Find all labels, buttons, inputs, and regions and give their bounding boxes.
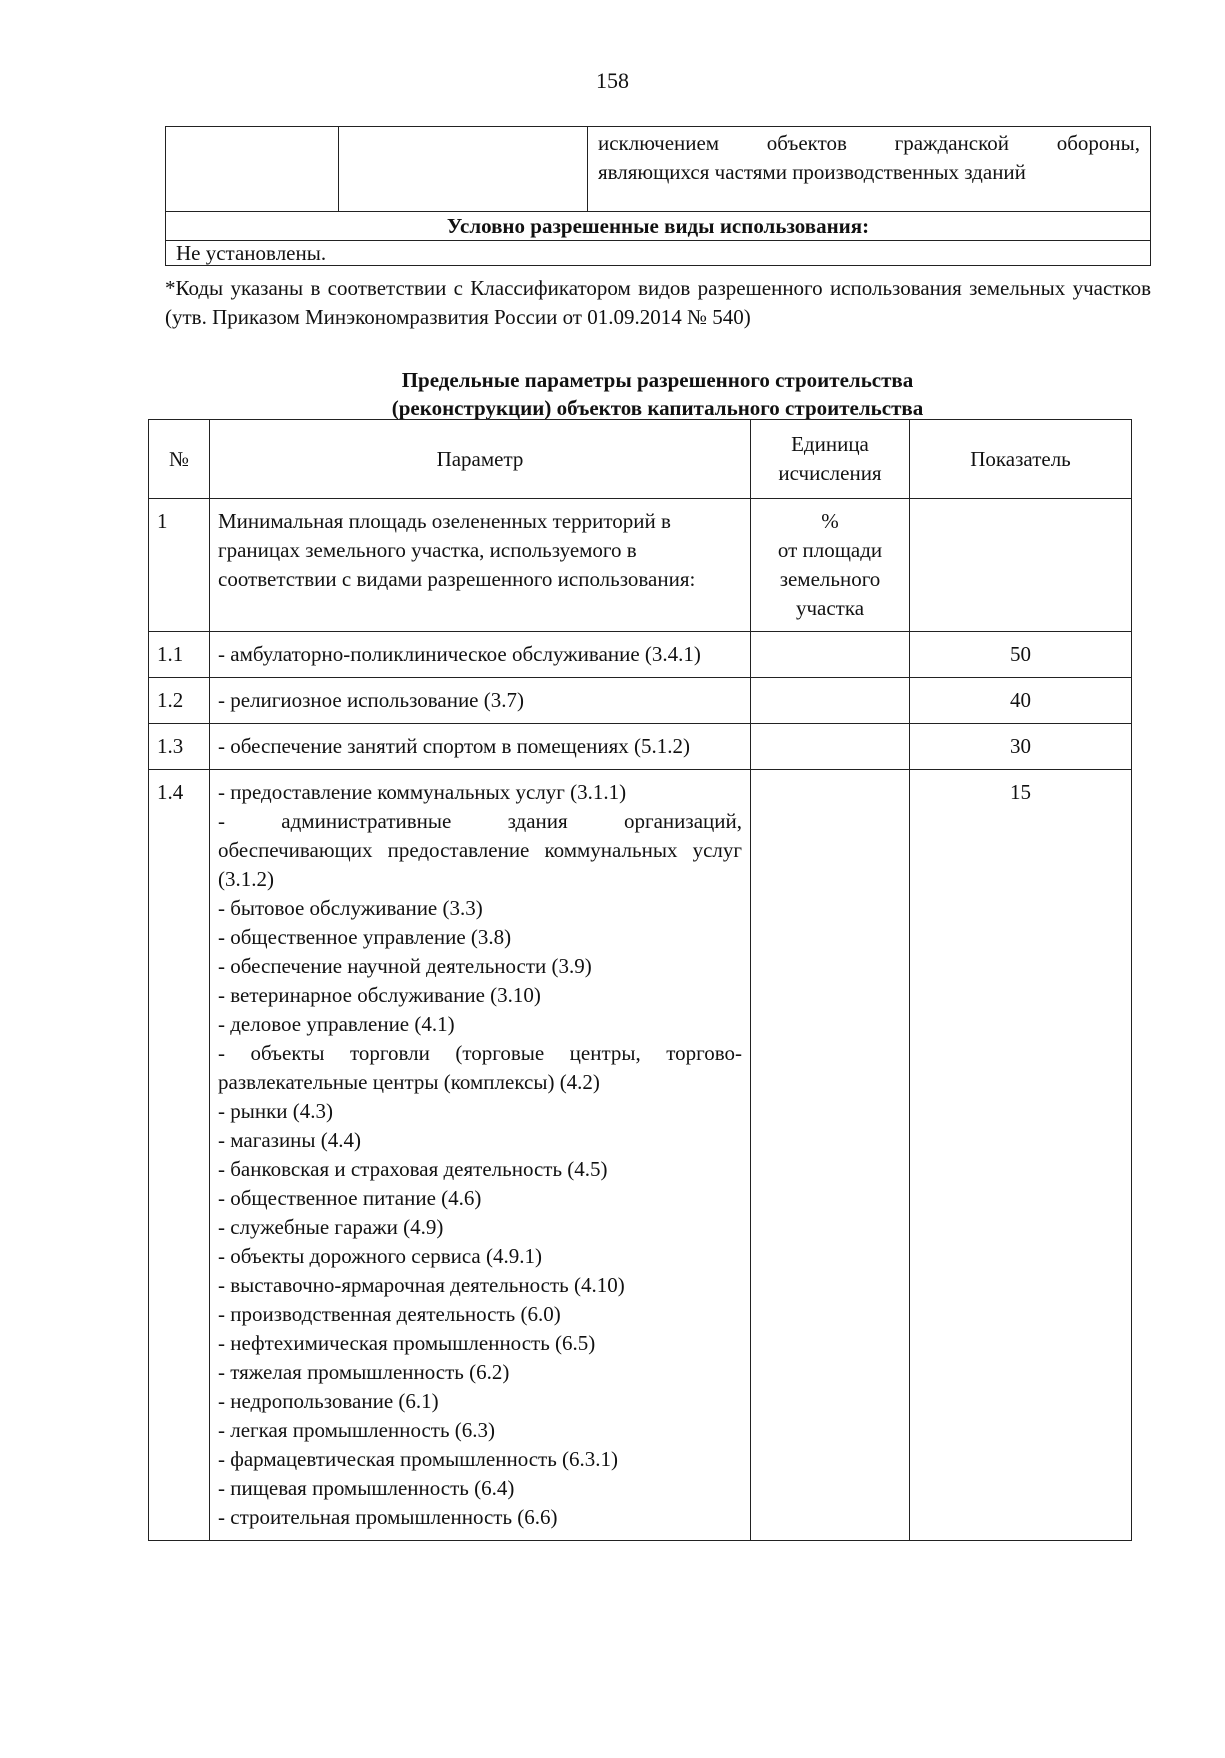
list-item: - фармацевтическая промышленность (6.3.1) [218, 1447, 619, 1471]
list-item: - выставочно-ярмарочная деятельность (4.10) [218, 1273, 625, 1297]
permitted-uses-table-continuation [165, 126, 1151, 266]
row-param: - амбулаторно-поликлиническое обслуживание (3.4.1) [210, 632, 751, 678]
row-unit [751, 499, 910, 632]
row-num: 1.3 [149, 724, 210, 770]
row-unit [751, 724, 910, 770]
continuation-text-cell [588, 127, 1151, 212]
row-unit [751, 770, 910, 1541]
table-row [166, 241, 1151, 266]
list-item: - бытовое обслуживание (3.3) [218, 896, 483, 920]
list-item: - административные здания организаций, обеспечивающих предоставление коммунальных услуг (3.1.2) [218, 809, 742, 891]
continuation-line: являющихся частями производственных зданий [598, 160, 1026, 184]
continuation-line: исключением объектов гражданской обороны, [598, 131, 1140, 155]
row-unit [751, 632, 910, 678]
row-num: 1 [149, 499, 210, 632]
row-param: - обеспечение занятий спортом в помещениях (5.1.2) [210, 724, 751, 770]
row-value: 15 [910, 770, 1132, 1541]
list-item: - ветеринарное обслуживание (3.10) [218, 983, 541, 1007]
header-value: Показатель [910, 420, 1132, 499]
table-row [149, 724, 1132, 770]
table-row [166, 127, 1151, 212]
list-item: - общественное управление (3.8) [218, 925, 512, 949]
list-item: - тяжелая промышленность (6.2) [218, 1360, 510, 1384]
row-value [910, 499, 1132, 632]
header-num: № [149, 420, 210, 499]
row-unit [751, 678, 910, 724]
table-header-row [149, 420, 1132, 499]
row-num: 1.1 [149, 632, 210, 678]
row-num: 1.4 [149, 770, 210, 1541]
list-item: - обеспечение научной деятельности (3.9) [218, 954, 592, 978]
row-param-list [210, 770, 751, 1541]
row-value: 30 [910, 724, 1132, 770]
empty-cell [339, 127, 588, 212]
row-value: 50 [910, 632, 1132, 678]
list-item: - служебные гаражи (4.9) [218, 1215, 444, 1239]
row-param: - религиозное использование (3.7) [210, 678, 751, 724]
list-item: - нефтехимическая промышленность (6.5) [218, 1331, 596, 1355]
row-param: Минимальная площадь озелененных территорий в границах земельного участка, используемого в соответствии с видами разрешенного использования: [210, 499, 751, 632]
list-item: - общественное питание (4.6) [218, 1186, 482, 1210]
conditional-uses-value: Не установлены. [166, 241, 1151, 266]
header-unit [751, 420, 910, 499]
conditional-uses-header: Условно разрешенные виды использования: [166, 212, 1151, 241]
footnote: *Коды указаны в соответствии с Классификатором видов разрешенного использования земельных участков (утв. Приказом Минэкономразвития России от 01.09.2014 № 540) [165, 276, 1151, 329]
list-item: - банковская и страховая деятельность (4.5) [218, 1157, 608, 1181]
list-item: - рынки (4.3) [218, 1099, 334, 1123]
list-item: - объекты торговли (торговые центры, торгово-развлекательные центры (комплексы) (4.2) [218, 1041, 742, 1094]
row-unit-line: от площади [777, 538, 883, 562]
table-row [166, 212, 1151, 241]
table-row [149, 499, 1132, 632]
section-title-line: (реконструкции) объектов капитального строительства [391, 396, 924, 420]
section-title-line: Предельные параметры разрешенного строительства [401, 368, 914, 392]
list-item: - строительная промышленность (6.6) [218, 1505, 558, 1529]
row-num: 1.2 [149, 678, 210, 724]
table-row [149, 770, 1132, 1541]
header-param: Параметр [210, 420, 751, 499]
list-item: - предоставление коммунальных услуг (3.1.1) [218, 780, 627, 804]
list-item: - пищевая промышленность (6.4) [218, 1476, 515, 1500]
row-value: 40 [910, 678, 1132, 724]
building-parameters-table [148, 419, 1132, 1541]
header-unit-line: исчисления [778, 461, 882, 485]
section-title [0, 366, 1225, 422]
row-unit-line: участка [795, 596, 865, 620]
row-unit-line: земельного [779, 567, 881, 591]
list-item: - легкая промышленность (6.3) [218, 1418, 496, 1442]
table-row [149, 632, 1132, 678]
list-item: - производственная деятельность (6.0) [218, 1302, 561, 1326]
list-item: - магазины (4.4) [218, 1128, 362, 1152]
empty-cell [166, 127, 339, 212]
header-unit-line: Единица [791, 432, 869, 456]
list-item: - деловое управление (4.1) [218, 1012, 455, 1036]
list-item: - недропользование (6.1) [218, 1389, 439, 1413]
row-unit-line: % [821, 509, 839, 533]
table-row [149, 678, 1132, 724]
list-item: - объекты дорожного сервиса (4.9.1) [218, 1244, 542, 1268]
page-number: 158 [596, 68, 629, 93]
